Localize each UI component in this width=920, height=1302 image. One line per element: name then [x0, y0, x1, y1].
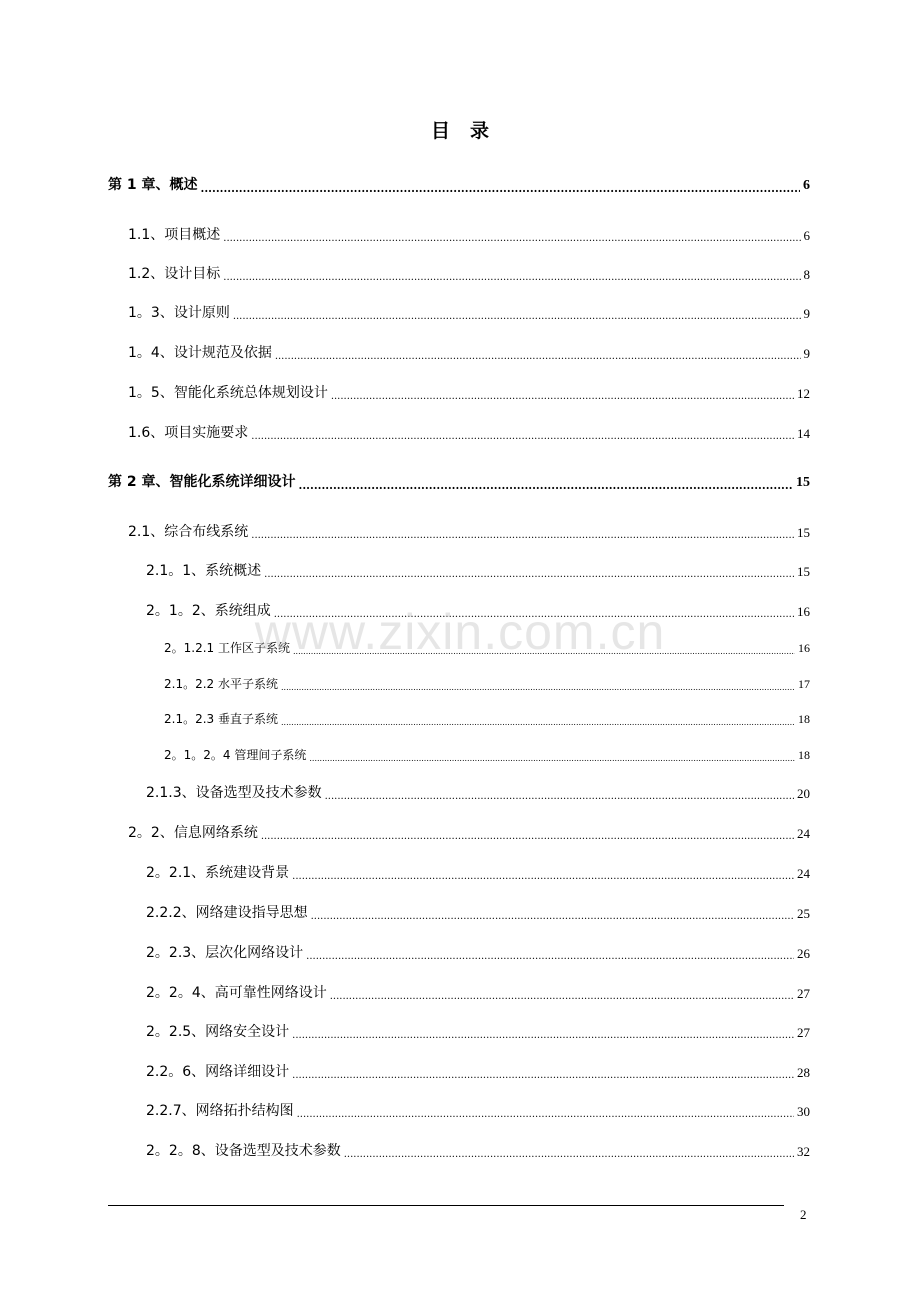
- toc-entry-page: 6: [803, 228, 810, 243]
- toc-entry-2-2-1[interactable]: [146, 862, 810, 882]
- toc-entry-chapter-2[interactable]: [108, 471, 810, 491]
- toc-leader-dots: [281, 684, 795, 692]
- toc-leader-dots: [264, 570, 794, 580]
- toc-entry-label: 2。1。2、系统组成: [146, 603, 271, 619]
- toc-entry-label: 1。4、设计规范及依据: [128, 345, 272, 361]
- toc-entry-label: 1。3、设计原则: [128, 305, 230, 321]
- toc-leader-dots: [233, 312, 801, 322]
- toc-entry-2-2-6[interactable]: [146, 1061, 810, 1081]
- toc-entry-page: 8: [803, 267, 810, 282]
- toc-entry-label: 2.1。1、系统概述: [146, 563, 262, 579]
- toc-entry-page: 12: [797, 386, 810, 401]
- toc-entry-1-3[interactable]: [128, 302, 810, 322]
- toc-leader-dots: [261, 832, 794, 842]
- toc-entry-label: 1。5、智能化系统总体规划设计: [128, 385, 328, 401]
- toc-entry-label: 1.1、项目概述: [128, 227, 221, 243]
- toc-leader-dots: [309, 755, 795, 763]
- toc-entry-label: 2.2.2、网络建设指导思想: [146, 905, 308, 921]
- toc-entry-label: 2.1、综合布线系统: [128, 524, 249, 540]
- toc-entry-label: 2.2.7、网络拓扑结构图: [146, 1103, 294, 1119]
- toc-entry-page: 14: [797, 426, 810, 441]
- toc-entry-page: 27: [797, 1025, 810, 1040]
- toc-entry-page: 27: [797, 986, 810, 1001]
- toc-leader-dots: [223, 234, 800, 244]
- toc-leader-dots: [311, 912, 794, 922]
- toc-leader-dots: [297, 1110, 794, 1120]
- footer-page-number: 2: [800, 1207, 807, 1222]
- toc-entry-page: 25: [797, 906, 810, 921]
- toc-entry-page: 24: [797, 866, 810, 881]
- toc-entry-page: 30: [797, 1104, 810, 1119]
- toc-entry-label: 第 2 章、智能化系统详细设计: [108, 474, 296, 490]
- toc-leader-dots: [251, 531, 794, 541]
- toc-entry-label: 1.6、项目实施要求: [128, 425, 249, 441]
- watermark: www.zixin.com.cn: [254, 604, 666, 660]
- toc-entry-2-2-2[interactable]: [146, 902, 810, 922]
- toc-leader-dots: [299, 480, 794, 491]
- toc-entry-page: 18: [798, 712, 810, 726]
- toc-entry-label: 1.2、设计目标: [128, 266, 221, 282]
- toc-entry-page: 32: [797, 1144, 810, 1159]
- toc-entry-1-4[interactable]: [128, 342, 810, 362]
- toc-entry-1-6[interactable]: [128, 422, 810, 442]
- toc-entry-2-2[interactable]: [128, 822, 810, 842]
- toc-entry-label: 第 1 章、概述: [108, 177, 198, 193]
- toc-entry-label: 2.1.3、设备选型及技术参数: [146, 785, 322, 801]
- toc-title: 目录: [430, 120, 509, 142]
- toc-leader-dots: [223, 273, 800, 283]
- toc-entry-page: 26: [797, 946, 810, 961]
- toc-entry-2-2-8[interactable]: [146, 1140, 810, 1160]
- toc-leader-dots: [275, 352, 801, 362]
- toc-leader-dots: [306, 952, 794, 962]
- toc-leader-dots: [281, 719, 795, 727]
- footer-divider: [108, 1205, 784, 1206]
- toc-entry-chapter-1[interactable]: [108, 174, 810, 194]
- toc-entry-2-1-2-4[interactable]: [164, 746, 810, 763]
- toc-leader-dots: [251, 432, 794, 442]
- toc-entry-page: 18: [798, 748, 810, 762]
- toc-entry-label: 2。1.2.1 工作区子系统: [164, 641, 290, 655]
- toc-entry-page: 16: [798, 641, 810, 655]
- toc-leader-dots: [325, 792, 794, 802]
- toc-leader-dots: [292, 1071, 794, 1081]
- toc-entry-label: 2。1。2。4 管理间子系统: [164, 748, 307, 762]
- toc-entry-label: 2。2。8、设备选型及技术参数: [146, 1143, 341, 1159]
- toc-entry-page: 16: [797, 604, 810, 619]
- toc-entry-label: 2.2。6、网络详细设计: [146, 1064, 290, 1080]
- toc-entry-page: 20: [797, 786, 810, 801]
- toc-entry-page: 15: [796, 475, 810, 490]
- toc-entry-2-1[interactable]: [128, 521, 810, 541]
- toc-entry-page: 6: [803, 178, 810, 193]
- toc-leader-dots: [331, 392, 794, 402]
- toc-entry-label: 2。2、信息网络系统: [128, 825, 258, 841]
- toc-entry-1-1[interactable]: [128, 224, 810, 244]
- toc-entry-2-1-1[interactable]: [146, 560, 810, 580]
- toc-leader-dots: [292, 872, 794, 882]
- toc-entry-2-1-2-3[interactable]: [164, 710, 810, 727]
- toc-entry-page: 9: [803, 346, 810, 361]
- toc-entry-2-2-4[interactable]: [146, 982, 810, 1002]
- toc-entry-label: 2.1。2.3 垂直子系统: [164, 712, 278, 726]
- toc-entry-page: 9: [803, 306, 810, 321]
- toc-entry-label: 2。2.5、网络安全设计: [146, 1024, 290, 1040]
- toc-entry-2-2-7[interactable]: [146, 1100, 810, 1120]
- toc-entry-label: 2。2.3、层次化网络设计: [146, 945, 304, 961]
- toc-entry-page: 17: [798, 677, 810, 691]
- toc-entry-1-5[interactable]: [128, 382, 810, 402]
- toc-entry-2-1-3[interactable]: [146, 782, 810, 802]
- toc-entry-page: 24: [797, 826, 810, 841]
- toc-leader-dots: [201, 183, 801, 194]
- toc-entry-1-2[interactable]: [128, 263, 810, 283]
- toc-entry-label: 2。2。4、高可靠性网络设计: [146, 985, 327, 1001]
- toc-entry-label: 2。2.1、系统建设背景: [146, 865, 290, 881]
- toc-leader-dots: [330, 992, 794, 1002]
- toc-entry-page: 15: [797, 525, 810, 540]
- toc-entry-page: 28: [797, 1065, 810, 1080]
- toc-leader-dots: [344, 1150, 794, 1160]
- toc-entry-2-2-3[interactable]: [146, 942, 810, 962]
- toc-entry-2-1-2-2[interactable]: [164, 675, 810, 692]
- toc-entry-2-2-5[interactable]: [146, 1021, 810, 1041]
- toc-leader-dots: [292, 1031, 794, 1041]
- toc-entry-label: 2.1。2.2 水平子系统: [164, 677, 278, 691]
- toc-entry-page: 15: [797, 564, 810, 579]
